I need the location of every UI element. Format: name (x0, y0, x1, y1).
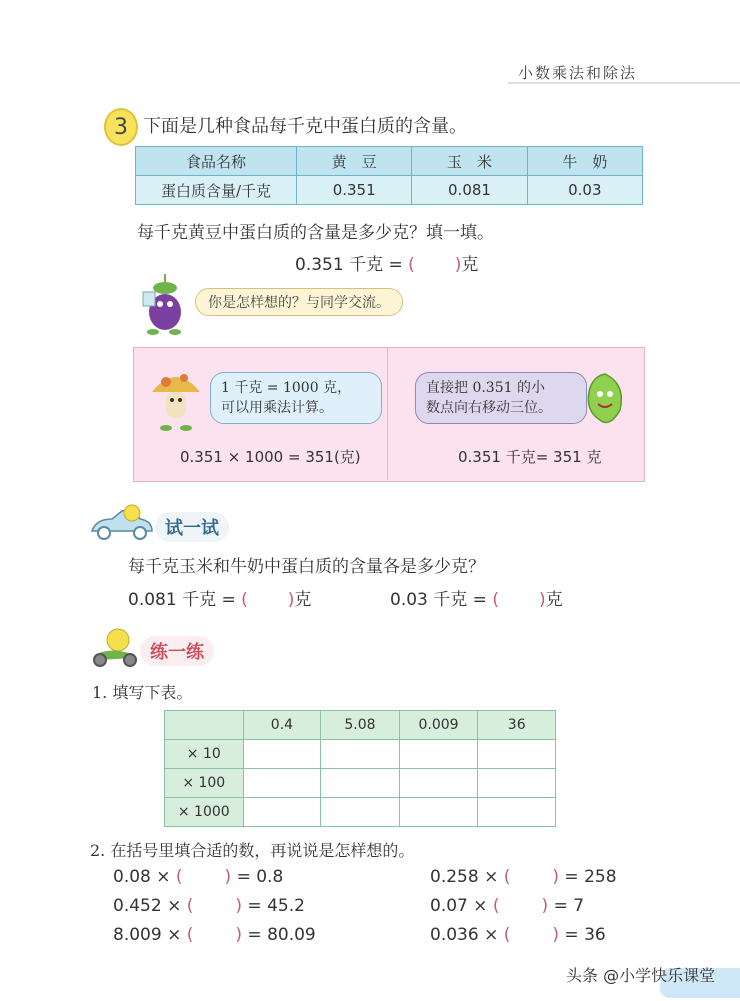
item-right: = 45.2 (247, 896, 305, 916)
answer-close-paren: ) (538, 590, 546, 610)
eggplant-character-icon (135, 270, 195, 336)
table-header-cell: 36 (478, 711, 556, 740)
answer-cell[interactable] (399, 798, 478, 827)
table-row (165, 798, 556, 827)
answer-open-paren: ( (186, 925, 194, 945)
table-header-cell: 0.4 (243, 711, 321, 740)
answer-cell[interactable] (321, 798, 399, 827)
item-left: 0.036 × (430, 925, 499, 945)
fill-in-item (430, 867, 617, 887)
try-equation-1 (128, 585, 311, 610)
item-left: 0.452 × (113, 896, 182, 916)
answer-cell[interactable] (478, 798, 556, 827)
answer-cell[interactable] (399, 769, 478, 798)
watermark: 头条 @小学快乐课堂 (566, 966, 716, 985)
answer-cell[interactable] (478, 769, 556, 798)
answer-open-paren: ( (175, 867, 183, 887)
answer-cell[interactable] (478, 740, 556, 769)
item-right: = 7 (553, 896, 585, 916)
bean-speech-bubble (415, 372, 587, 424)
table-row-label: × 100 (165, 769, 244, 798)
table-header-cell: 食品名称 (136, 147, 297, 176)
protein-table (135, 146, 643, 205)
table-header-cell: 5.08 (321, 711, 399, 740)
item-left: 0.08 × (113, 867, 171, 887)
answer-close-paren: ) (287, 590, 295, 610)
practice-q1-title: 1. 填写下表。 (92, 683, 193, 702)
table-row (165, 769, 556, 798)
answer-cell[interactable] (243, 769, 321, 798)
methods-divider (387, 348, 388, 480)
example-number-badge: 3 (104, 108, 138, 146)
table-row-label: × 1000 (165, 798, 244, 827)
answer-close-paren: ) (541, 896, 549, 916)
item-right: = 258 (564, 867, 617, 887)
practice-section-label: 练一练 (140, 636, 214, 666)
answer-close-paren: ) (235, 896, 243, 916)
bean-character-icon (580, 370, 630, 430)
item-left: 0.258 × (430, 867, 499, 887)
item-left: 8.009 × (113, 925, 182, 945)
equation-unit: 克 (294, 590, 312, 610)
try-section-label: 试一试 (155, 512, 229, 542)
fill-in-item (113, 867, 283, 887)
example-title: 下面是几种食品每千克中蛋白质的含量。 (143, 116, 467, 137)
car-character-icon (88, 503, 156, 541)
answer-open-paren: ( (186, 896, 194, 916)
fill-in-item (430, 925, 606, 945)
item-right: = 36 (564, 925, 606, 945)
answer-open-paren: ( (408, 255, 415, 275)
answer-close-paren: ) (454, 255, 462, 275)
example-equation (295, 250, 478, 275)
answer-open-paren: ( (503, 925, 511, 945)
mushroom-speech-bubble (210, 372, 382, 424)
chapter-title: 小数乘法和除法 (518, 64, 638, 82)
table-header-cell: 黄 豆 (297, 147, 412, 176)
table-row-label: × 10 (165, 740, 244, 769)
bubble-line: 数点向右移动三位。 (426, 400, 552, 416)
header-divider (508, 82, 740, 84)
answer-close-paren: ) (235, 925, 243, 945)
answer-open-paren: ( (503, 867, 511, 887)
table-row-label: 蛋白质含量/千克 (136, 176, 297, 205)
answer-open-paren: ( (492, 590, 499, 610)
fill-in-item (113, 896, 305, 916)
item-right: = 0.8 (236, 867, 284, 887)
practice-q2-title: 2. 在括号里填合适的数，再说说是怎样想的。 (90, 841, 415, 860)
multiplication-table (164, 710, 556, 827)
table-cell: 0.351 (297, 176, 412, 205)
example-question: 每千克黄豆中蛋白质的含量是多少克？填一填。 (137, 223, 494, 243)
answer-close-paren: ) (224, 867, 232, 887)
answer-cell[interactable] (399, 740, 478, 769)
answer-cell[interactable] (243, 740, 321, 769)
answer-open-paren: ( (492, 896, 500, 916)
equation-left: 0.03 千克 = (390, 590, 487, 610)
fill-in-item (113, 925, 316, 945)
equation-left: 0.081 千克 = (128, 590, 236, 610)
bubble-line: 直接把 0.351 的小 (426, 380, 545, 396)
table-header-cell: 玉 米 (412, 147, 527, 176)
method1-calculation: 0.351 × 1000 = 351(克) (180, 448, 361, 466)
answer-close-paren: ) (552, 925, 560, 945)
bubble-line: 可以用乘法计算。 (221, 400, 333, 416)
table-header-cell: 0.009 (399, 711, 478, 740)
try-equation-2 (390, 585, 563, 610)
table-header-cell (165, 711, 244, 740)
table-row (165, 740, 556, 769)
answer-cell[interactable] (243, 798, 321, 827)
table-cell: 0.03 (527, 176, 642, 205)
equation-left: 0.351 千克 = (295, 255, 403, 275)
try-question: 每千克玉米和牛奶中蛋白质的含量各是多少克？ (128, 557, 485, 577)
answer-close-paren: ) (552, 867, 560, 887)
table-header-cell: 牛 奶 (527, 147, 642, 176)
motorcycle-character-icon (88, 628, 140, 668)
answer-cell[interactable] (321, 769, 399, 798)
item-right: = 80.09 (247, 925, 316, 945)
eggplant-speech-bubble: 你是怎样想的？与同学交流。 (195, 288, 403, 316)
item-left: 0.07 × (430, 896, 488, 916)
fill-in-item (430, 896, 584, 916)
answer-cell[interactable] (321, 740, 399, 769)
bubble-line: 1 千克 = 1000 克， (221, 380, 352, 396)
table-cell: 0.081 (412, 176, 527, 205)
equation-unit: 克 (461, 255, 479, 275)
mushroom-character-icon (148, 366, 204, 432)
method2-calculation: 0.351 千克= 351 克 (458, 448, 602, 466)
answer-open-paren: ( (241, 590, 248, 610)
equation-unit: 克 (545, 590, 563, 610)
